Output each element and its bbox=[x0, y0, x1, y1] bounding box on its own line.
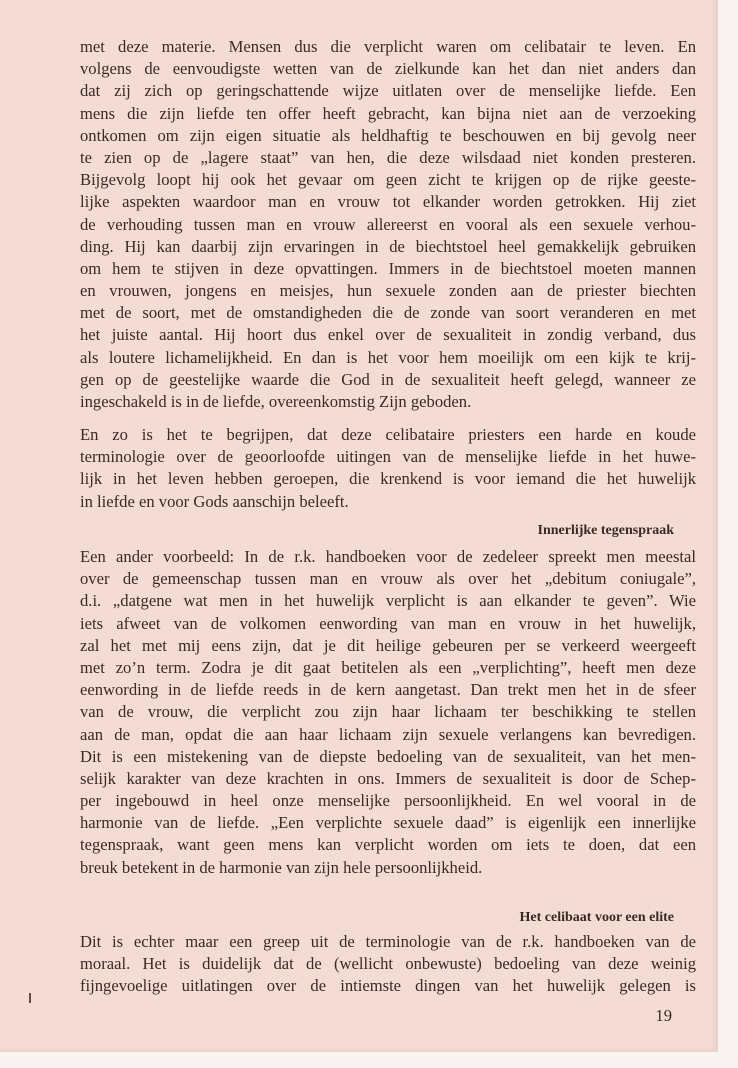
page-edge bbox=[716, 0, 718, 1052]
text-line: lijke aspekten waardoor man en vrouw tot elkander worden getrokken. Hij ziet bbox=[80, 192, 696, 212]
text-line: met zo’n term. Zodra je dit gaat betitelen als een „verplichting”, heeft men deze bbox=[80, 657, 696, 677]
text-line: terminologie over de geoorloofde uitingen van de menselijke liefde in het huwe- bbox=[80, 447, 696, 467]
text-line: aan de man, opdat die aan haar lichaam zijn sexuele verlangens kan bevredigen. bbox=[80, 724, 696, 744]
text-line: te zien op de „lagere staat” van hen, die deze wilsdaad niet konden presteren. bbox=[80, 147, 696, 167]
text-line: met deze materie. Mensen dus die verplicht waren om celibatair te leven. En bbox=[80, 37, 696, 56]
text-line: zal het met mij eens zijn, dat je dit heilige gebeuren per se verkeerd weergeeft bbox=[80, 635, 696, 655]
text-line: over de gemeenschap tussen man en vrouw als over het „debitum coniugale”, bbox=[80, 569, 696, 589]
text-line: lijk in het leven hebben geroepen, die krenkend is voor iemand die het huwelijk bbox=[80, 469, 696, 489]
section-heading: Innerlijke tegenspraak bbox=[537, 523, 674, 538]
text-line: Bijgevolg loopt hij ook het gevaar om geen zicht te krijgen op de rijke geeste- bbox=[80, 170, 696, 190]
text-line: ontkomen om zijn eigen situatie als heldhaftig te beschouwen en bij gevolg neer bbox=[80, 125, 696, 145]
text-line: eenwording in de liefde reeds in de kern aangetast. Dan trekt men het in de sfeer bbox=[80, 680, 696, 700]
text-line: ingeschakeld is in de liefde, overeenkomstig Zijn geboden. bbox=[80, 392, 472, 411]
section-heading: Het celibaat voor een elite bbox=[519, 910, 674, 925]
text-line: Een ander voorbeeld: In de r.k. handboeken voor de zedeleer spreekt men meestal bbox=[80, 547, 696, 566]
text-line: harmonie van de liefde. „Een verplichte sexuele daad” is eigenlijk een innerlijke bbox=[80, 813, 696, 833]
text-line: het juiste aantal. Hij hoort dus enkel over de sexualiteit in zondig verband, dus bbox=[80, 325, 696, 345]
text-line: Dit is een mistekening van de diepste bedoeling van de sexualiteit, van het men- bbox=[80, 746, 696, 766]
page-number: 19 bbox=[655, 1006, 672, 1025]
text-line: mens die zijn liefde ten offer heeft gebracht, kan bijna niet aan de verzoeking bbox=[80, 103, 696, 123]
text-line: breuk betekent in de harmonie van zijn hele persoonlijkheid. bbox=[80, 857, 483, 877]
paragraph-1 bbox=[80, 36, 696, 413]
paragraph-2 bbox=[80, 424, 696, 513]
text-line: tegenspraak, want geen mens kan verplicht worden om iets te doen, dat een bbox=[80, 835, 696, 855]
text-line: fijngevoelige uitlatingen over de intiemste dingen van het huwelijk gelegen is bbox=[80, 976, 696, 996]
text-line: per ingebouwd in heel onze menselijke persoonlijkheid. En wel vooral in de bbox=[80, 791, 696, 811]
margin-mark bbox=[29, 993, 31, 1003]
text-line: ding. Hij kan daarbij zijn ervaringen in de biechtstoel heel gemakkelijk gebruiken bbox=[80, 236, 696, 256]
text-line: in liefde en voor Gods aanschijn beleeft. bbox=[80, 491, 349, 511]
text-line: om hem te stijven in deze opvattingen. Immers in de biechtstoel moeten mannen bbox=[80, 258, 696, 278]
paragraph-3 bbox=[80, 546, 696, 879]
text-line: gen op de geestelijke waarde die God in de sexualiteit heeft gelegd, wanneer ze bbox=[80, 369, 696, 389]
text-line: selijk karakter van deze krachten in ons. Immers de sexualiteit is door de Schep- bbox=[80, 768, 696, 788]
text-line: en vrouwen, jongens en meisjes, hun sexuele zonden aan de priester biechten bbox=[80, 281, 696, 301]
text-line: volgens de eenvoudigste wetten van de zielkunde kan het dan niet anders dan bbox=[80, 59, 696, 79]
text-line: d.i. „datgene wat men in het huwelijk verplicht is aan elkander te geven”. Wie bbox=[80, 591, 696, 611]
text-line: van de vrouw, die verplicht zou zijn haar lichaam ter beschikking te stellen bbox=[80, 702, 696, 722]
text-line: Dit is echter maar een greep uit de terminologie van de r.k. handboeken van de bbox=[80, 932, 696, 951]
paragraph-4 bbox=[80, 931, 696, 998]
text-line: de verhouding tussen man en vrouw allereerst en vooral als een sexuele verhou- bbox=[80, 214, 696, 234]
text-line: En zo is het te begrijpen, dat deze celibataire priesters een harde en koude bbox=[80, 425, 696, 444]
text-line: iets afweet van de volkomen eenwording van man en vrouw in het huwelijk, bbox=[80, 613, 696, 633]
text-line: dat zij zich op geringschattende wijze uitlaten over de menselijke liefde. Een bbox=[80, 81, 696, 101]
text-line: als loutere lichamelijkheid. En dan is het voor hem moeilijk om een kijk te krij- bbox=[80, 347, 696, 367]
text-line: met de soort, met de omstandigheden die de zonde van soort veranderen en met bbox=[80, 303, 696, 323]
text-line: moraal. Het is duidelijk dat de (wellicht onbewuste) bedoeling van deze weinig bbox=[80, 954, 696, 974]
